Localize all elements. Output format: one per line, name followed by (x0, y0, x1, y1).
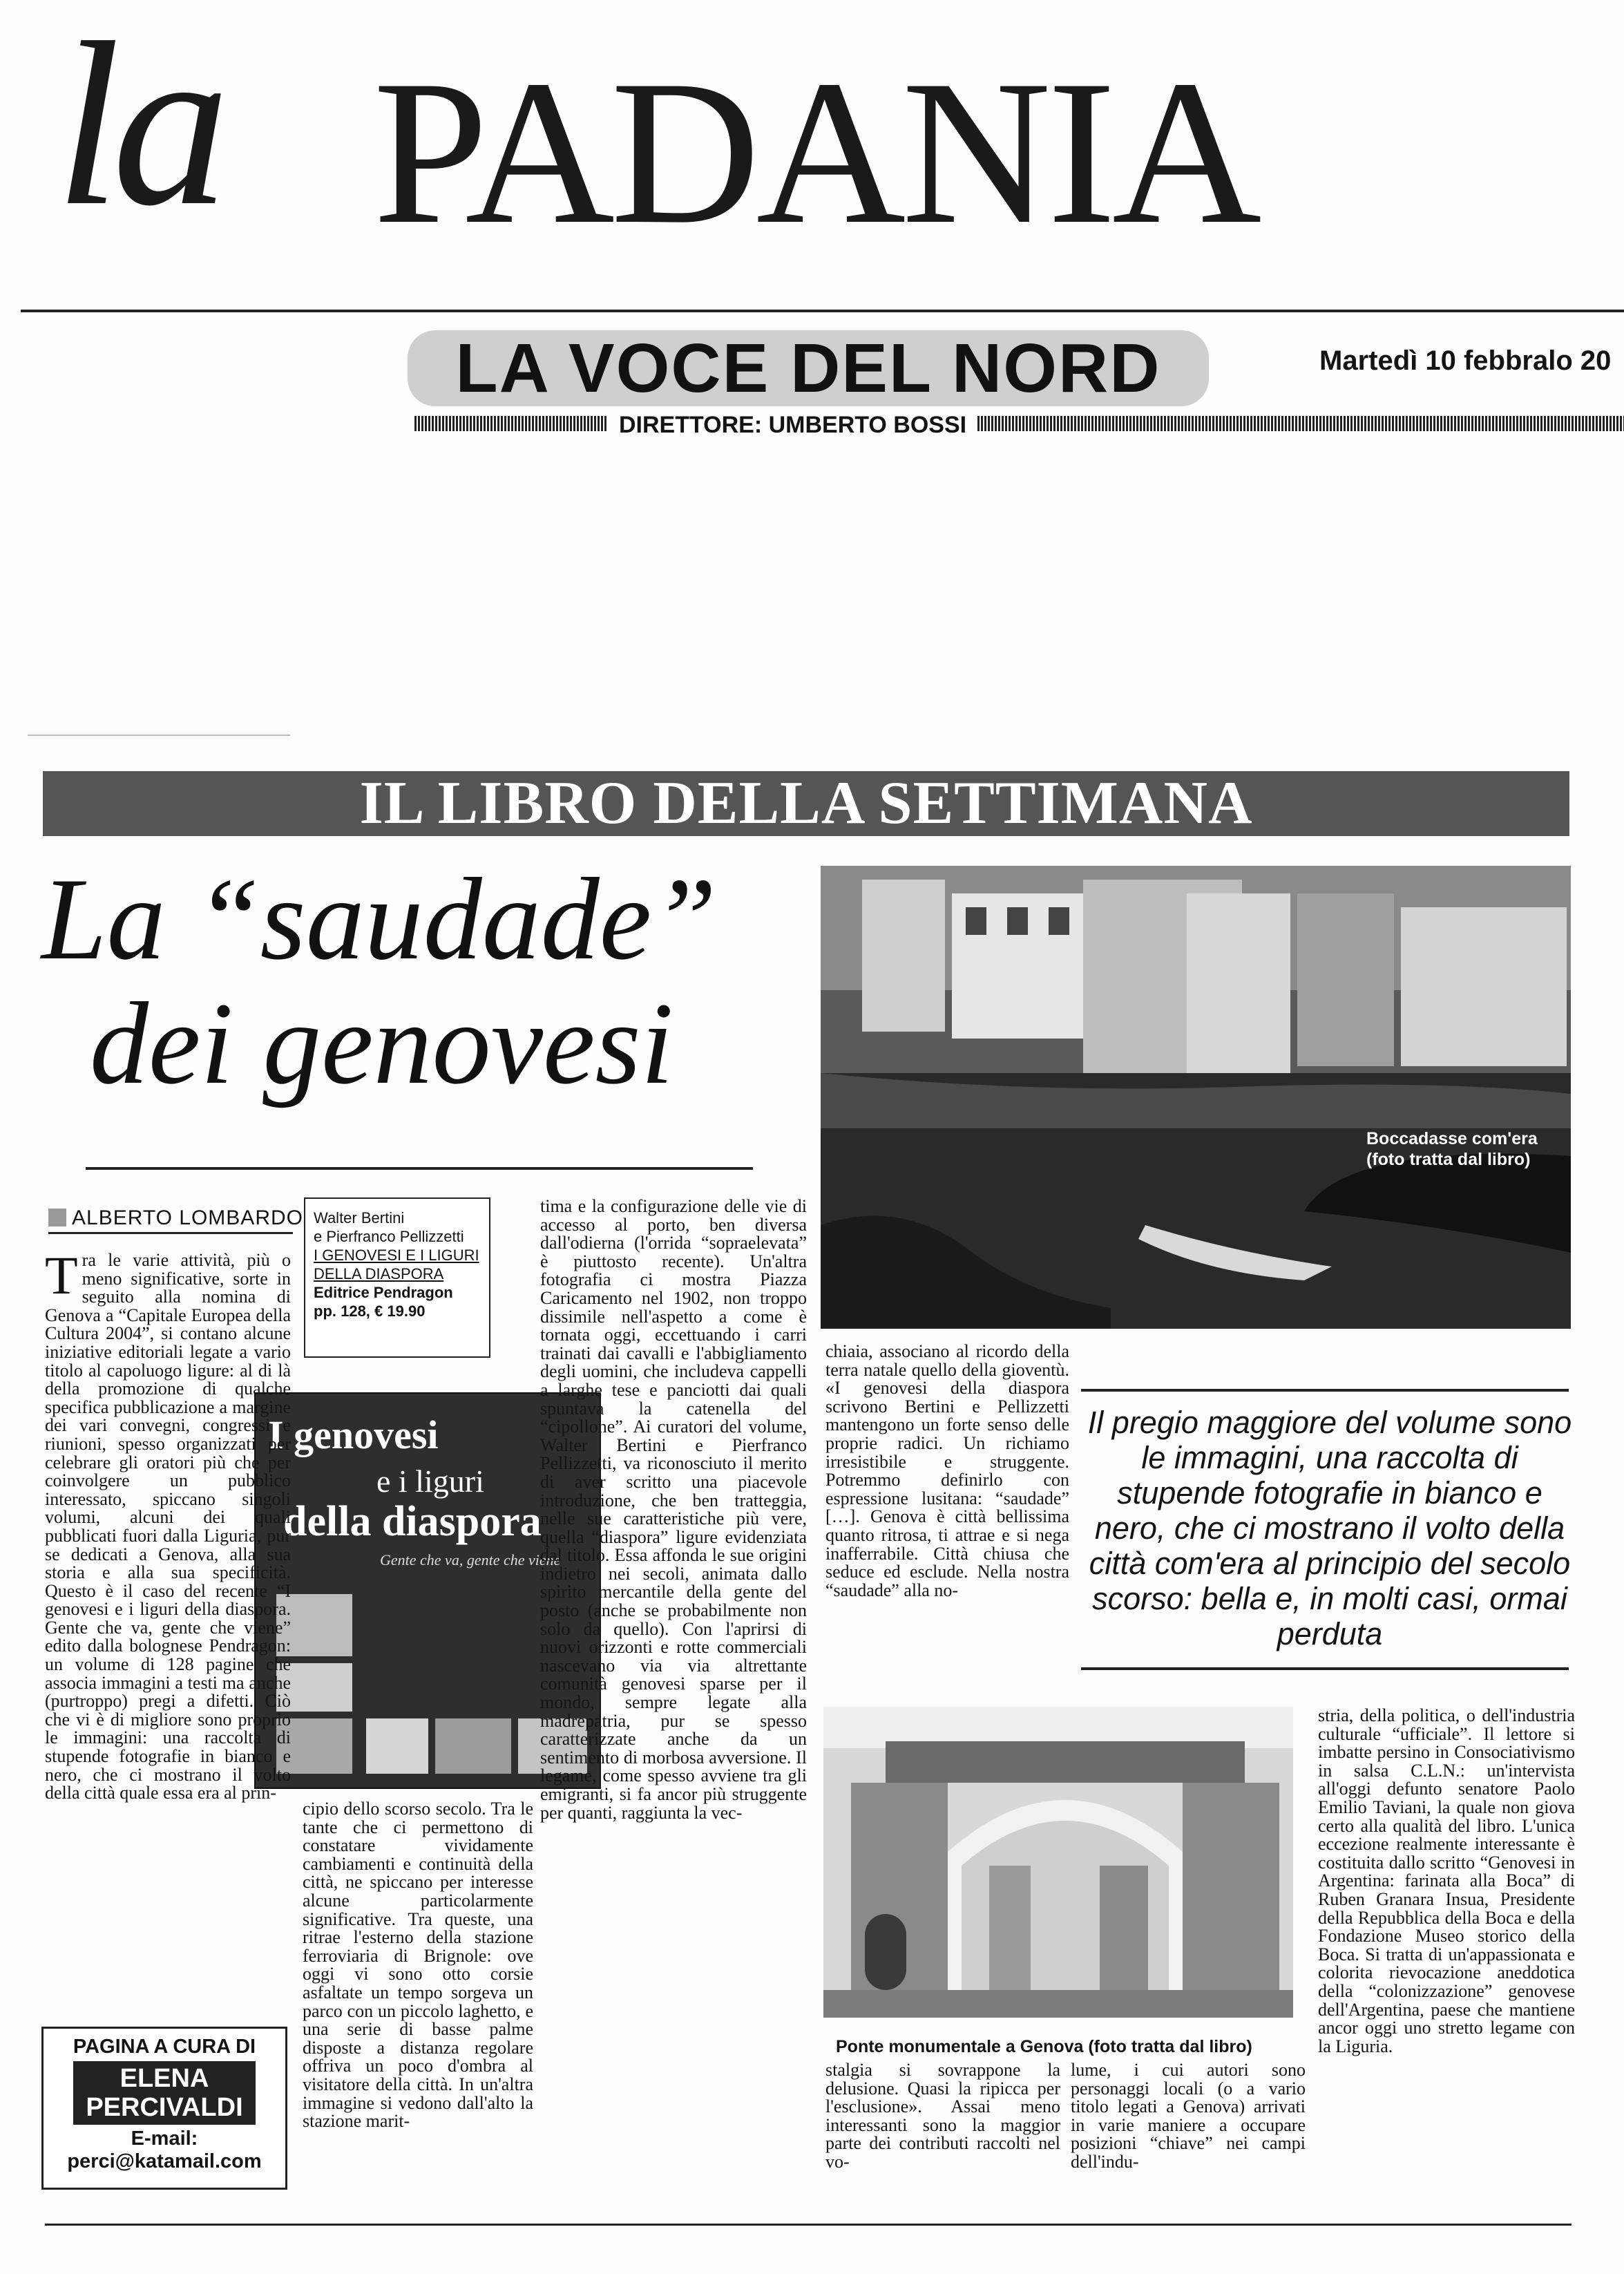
editor-box (41, 2027, 287, 2190)
issue-date: Martedì 10 febbralo 20 (1319, 345, 1612, 376)
pullquote-rule-bottom (1081, 1667, 1569, 1670)
byline-underline (48, 1232, 293, 1234)
byline-author: ALBERTO LOMBARDO (72, 1206, 303, 1229)
ponte-image (823, 1707, 1293, 2018)
editor-name-1: ELENA (120, 2064, 209, 2093)
masthead-rule (21, 310, 1624, 312)
book-price: pp. 128, € 19.90 (314, 1302, 426, 1320)
book-title-2: DELLA DIASPORA (314, 1265, 444, 1282)
email-label: E-mail: (131, 2128, 198, 2150)
photo1-caption-line-2: (foto tratta dal libro) (1366, 1150, 1531, 1169)
article-column-4: chiaia, associano al ricordo della terra natale quello della gioventù. «I genovesi della diaspora scrivono Bertini e Pellizzetti mantengono un forte senso delle proprie radici. Un richiamo irresistibile e struggente. Potremmo definirlo con espressione lusitana: “saudade” […]. Genova è città bellissima quanto ritrosa, ti attrae e si nega inafferrabile. Città chiusa che seduce ed esclude. Nella nostra “saudade” alla no- (825, 1341, 1069, 1600)
newspaper-logo (55, 0, 1624, 297)
drop-cap: T (45, 1245, 78, 1305)
pullquote-rule-top (1081, 1389, 1569, 1392)
cover-title-3: della diaspora (283, 1498, 542, 1545)
pullquote: Il pregio maggiore del volume sono le immagini, una raccolta di stupende fotografie in bianco e nero, che ci mostrano il volto della città com'era al principio del secolo scorso: bella e, in molti casi, ormai perduta (1087, 1405, 1572, 1651)
masthead-subtitle: LA VOCE DEL NORD (408, 330, 1209, 406)
editor-name-2: PERCIVALDI (86, 2093, 243, 2122)
email-address: perci@katamail.com (67, 2150, 262, 2172)
book-info-box (304, 1197, 490, 1358)
book-publisher: Editrice Pendragon (314, 1284, 453, 1301)
headline-underline (86, 1167, 753, 1170)
page-bottom-rule (45, 2224, 1572, 2226)
byline-square-icon (48, 1209, 66, 1226)
article-column-5-bottom: lume, i cui autori sono personaggi locali (o a vario titolo legati a Genova) arrivati in varie maniere a occupare posizioni “chiave” nei campi dell'indu- (1071, 2060, 1306, 2172)
photo1-caption-line-1: Boccadasse com'era (1366, 1129, 1538, 1148)
logo-padania: PADANIA (373, 37, 1258, 267)
article-column-3: tima e la configurazione delle vie di accesso al porto, ben diversa dall'odierna (l'orrida “sopraelevata” è piuttosto recente). Un'altra fotografia ci mostra Piazza Caricamento nel 1902, non troppo dissimile nell'aspetto a come è tornata oggi, eccettuando i carri trainati dai cavalli e l'abbigliamento degli uomini, che includeva cappelli a larghe tese e panciotti dai quali spuntava la catenella del “cipollone”. Ai curatori del volume, Walter Bertini e Pierfranco Pellizzetti, va riconosciuto il merito di aver scritto una piacevole introduzione, che ben tratteggia, nelle sue caratteristiche più vere, quella “diaspora” ligure evidenziata dal titolo. Essa affonda le sue origini indietro nei secoli, animata dallo spirito mercantile della gente del posto (anche se probabilmente non solo da quello). Con l'aprirsi di nuovi orizzonti e rotte commerciali nascevano via via altrettante comunità genovesi sparse per il mondo, sempre legate alla madrepatria, pur se spesso caratterizzate anche da un sentimento di morbosa avversione. Il legame, come spesso avviene tra gli emigranti, si fa ancor più struggente per quanti, raggiunta la vec- (540, 1196, 807, 1823)
headline-line-2: dei genovesi (90, 978, 674, 1108)
cover-title-1: I genovesi (268, 1412, 439, 1457)
director-bar (414, 416, 1624, 431)
photo2-caption: Ponte monumentale a Genova (foto tratta dal libro) (836, 2037, 1252, 2056)
photo-boccadasse (821, 866, 1571, 1329)
book-author-2: e Pierfranco Pellizzetti (314, 1228, 464, 1245)
book-title-1: I GENOVESI E I LIGURI (314, 1247, 479, 1264)
cover-subtitle: Gente che va, gente che viene (380, 1551, 561, 1569)
article-column-1 (45, 1245, 291, 1803)
director-line: DIRETTORE: UMBERTO BOSSI (608, 412, 977, 439)
editor-name-block (73, 2061, 255, 2125)
divider (28, 735, 290, 736)
article-column-2: cipio dello scorso secolo. Tra le tante che ci permettono di constatare vividamente cambiamenti e continuità della città, ne spiccano per interesse alcune particolarmente significative. Tra queste, una ritrae l'esterno della stazione ferroviaria di Brignole: ove oggi vi sono otto corsie asfaltate un tempo sorgeva un parco con un piccolo laghetto, e una serie di basse palme disposte a distanza regolare offriva un poco d'ombra al visitatore della città. In un'altra immagine si vedono dall'alto la stazione marit- (303, 1799, 533, 2132)
editor-label: PAGINA A CURA DI (73, 2036, 256, 2058)
byline (48, 1206, 303, 1230)
article-column-6: stria, della politica, o dell'industria culturale “ufficiale”. Il lettore si imbatte persino in Consociativismo in salsa C.L.N.: un'intervista all'oggi defunto senatore Paolo Emilio Taviani, la quale non giova certo alla qualità del libro. L'unica eccezione realmente interessante è costituita dallo scritto “Genovesi in Argentina: farinata alla Boca” di Ruben Granara Insua, Presidente della Repubblica della Boca e della Fondazione Museo storico della Boca. Si tratta di un'appassionata e colorita rievocazione aneddotica della “colonizzazione” genovese dell'Argentina, paese che mantiene ancor oggi uno stretto legame con la Liguria. (1318, 1705, 1575, 2056)
headline-line-1: La “saudade” (41, 854, 717, 984)
book-author-1: Walter Bertini (314, 1209, 405, 1226)
column-1-text: ra le varie attività, più o meno significative, sorte in seguito alla nomina di Genova a “Capitale Europea della Cultura 2004”, si contano alcune iniziative editoriali legate a vario titolo al capoluogo ligure: al di là della promozione di qualche specifica pubblicazione a margine dei vari convegni, congressi e riunioni, spesso organizzati per celebrare gli oratori più che per coinvolgere un pubblico interessato, spiccano singoli volumi, alcuni dei quali pubblicati fuori dalla Liguria, pur se dedicati a Genova, alla sua storia e alla sua specificità. Questo è il caso del recente “I genovesi e i liguri della diaspora. Gente che va, gente che viene” edito dalla bolognese Pendragon: un volume di 128 pagine che associa immagini a testi ma anche (purtroppo) pregi a difetti. Ciò che vi è di migliore sono proprio le immagini: una raccolta di stupende fotografie in bianco e nero, che ci mostrano il volto della città quale essa era al prin- (45, 1250, 291, 1803)
boccadasse-image (821, 866, 1571, 1329)
section-banner: IL LIBRO DELLA SETTIMANA (43, 771, 1569, 836)
photo-ponte-monumentale (823, 1707, 1293, 2018)
cover-title-2: e i liguri (376, 1463, 484, 1499)
headline (41, 854, 815, 1108)
article-column-4-bottom: stalgia si sovrappone la delusione. Quasi la ripicca per l'esclusione». Assai meno interessanti sono la maggior parte dei contributi raccolti nel vo- (825, 2060, 1060, 2172)
logo-la: la (55, 0, 222, 254)
